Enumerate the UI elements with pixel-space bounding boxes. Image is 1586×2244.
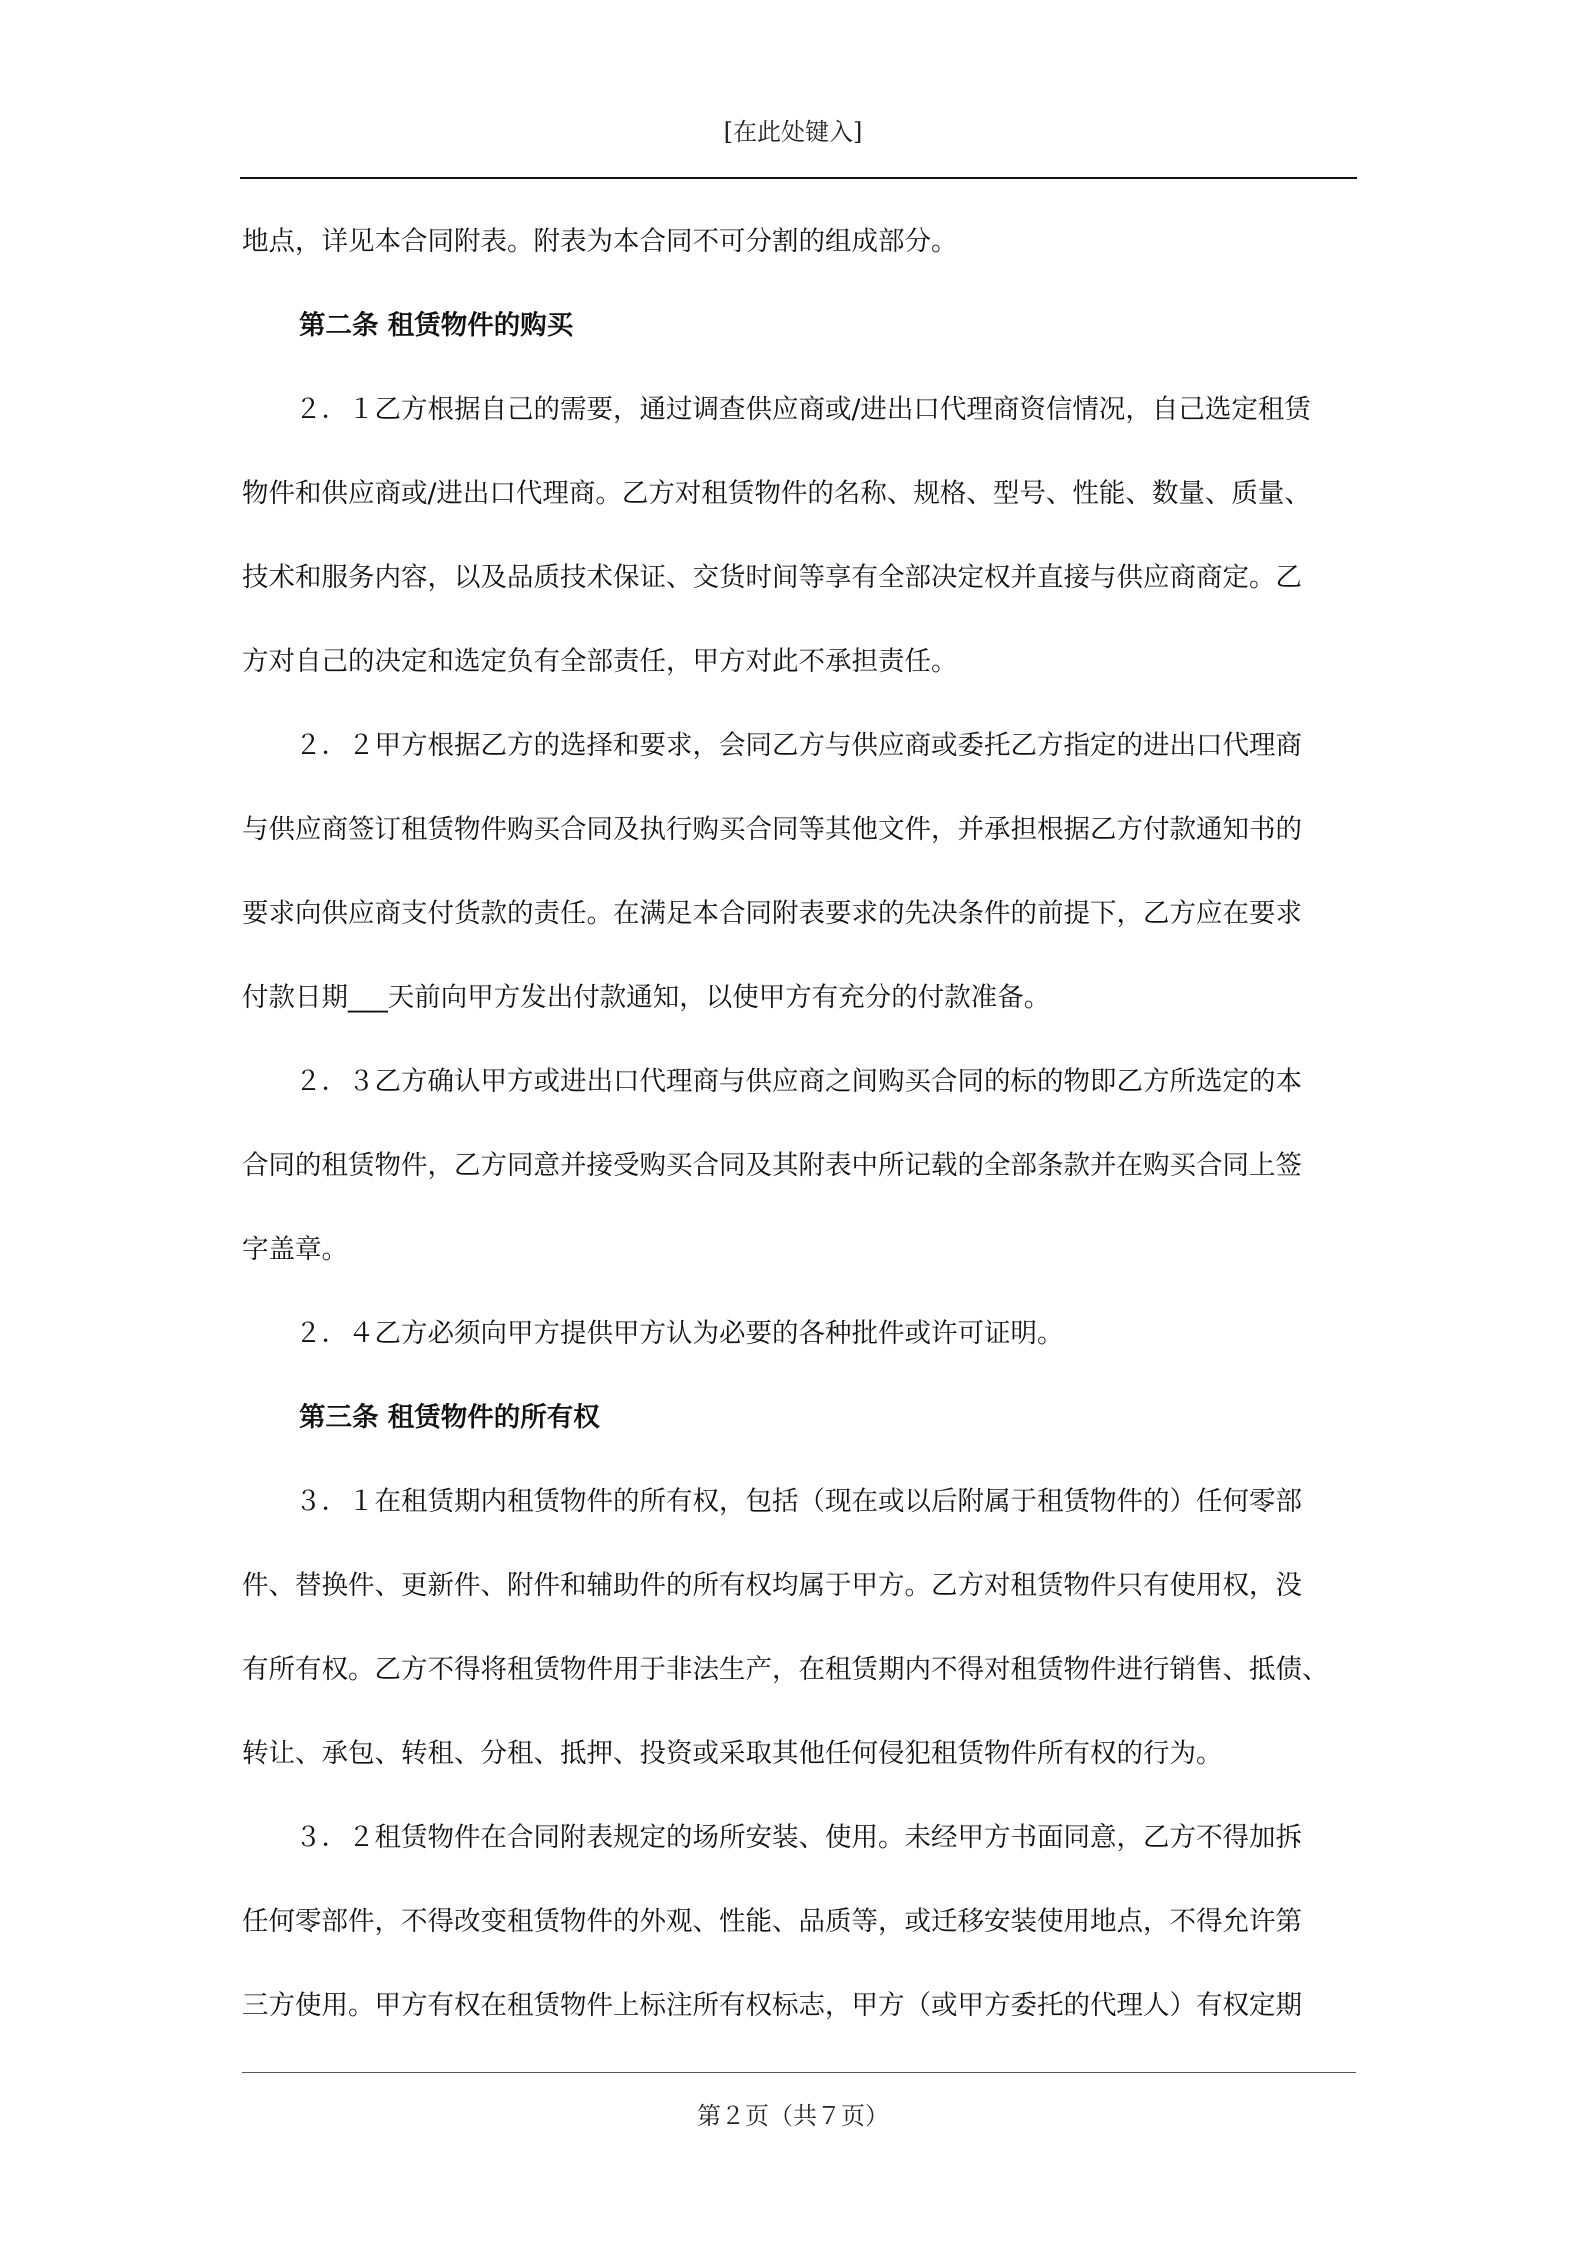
body-line: 要求向供应商支付货款的责任。在满足本合同附表要求的先决条件的前提下，乙方应在要求 xyxy=(242,898,1302,929)
body-line: 与供应商签订租赁物件购买合同及执行购买合同等其他文件，并承担根据乙方付款通知书的 xyxy=(242,814,1302,845)
body-line: 技术和服务内容，以及品质技术保证、交货时间等享有全部决定权并直接与供应商商定。乙 xyxy=(242,562,1302,593)
header-divider xyxy=(240,177,1357,179)
section-heading-article-3: 第三条 租赁物件的所有权 xyxy=(299,1402,600,1433)
body-line: 转让、承包、转租、分租、抵押、投资或采取其他任何侵犯租赁物件所有权的行为。 xyxy=(242,1738,1223,1769)
body-line: 付款日期___天前向甲方发出付款通知，以使甲方有充分的付款准备。 xyxy=(242,982,1051,1013)
body-line: ２．３乙方确认甲方或进出口代理商与供应商之间购买合同的标的物即乙方所选定的本 xyxy=(242,1066,1302,1097)
body-line: 三方使用。甲方有权在租赁物件上标注所有权标志，甲方（或甲方委托的代理人）有权定期 xyxy=(242,1990,1302,2021)
body-line: 物件和供应商或/进出口代理商。乙方对租赁物件的名称、规格、型号、性能、数量、质量、 xyxy=(242,478,1311,509)
body-line: ２．２甲方根据乙方的选择和要求，会同乙方与供应商或委托乙方指定的进出口代理商 xyxy=(242,730,1302,761)
footer-divider xyxy=(242,2072,1356,2073)
body-line: 方对自己的决定和选定负有全部责任，甲方对此不承担责任。 xyxy=(242,646,958,677)
body-line: ２．４乙方必须向甲方提供甲方认为必要的各种批件或许可证明。 xyxy=(242,1318,1064,1349)
body-line: ３．２租赁物件在合同附表规定的场所安装、使用。未经甲方书面同意，乙方不得加拆 xyxy=(242,1822,1302,1853)
body-line: 件、替换件、更新件、附件和辅助件的所有权均属于甲方。乙方对租赁物件只有使用权，没 xyxy=(242,1570,1302,1601)
page-number: 第２页（共７页） xyxy=(697,2102,889,2130)
body-line: 有所有权。乙方不得将租赁物件用于非法生产，在租赁期内不得对租赁物件进行销售、抵债、 xyxy=(242,1654,1329,1685)
body-line: 地点，详见本合同附表。附表为本合同不可分割的组成部分。 xyxy=(242,226,958,257)
body-line: 字盖章。 xyxy=(242,1234,348,1265)
body-line: ３．１在租赁期内租赁物件的所有权，包括（现在或以后附属于租赁物件的）任何零部 xyxy=(242,1486,1302,1517)
section-heading-article-2: 第二条 租赁物件的购买 xyxy=(299,310,574,341)
document-body xyxy=(242,200,1352,2048)
body-line: 任何零部件，不得改变租赁物件的外观、性能、品质等，或迁移安装使用地点，不得允许第 xyxy=(242,1906,1302,1937)
body-line: 合同的租赁物件，乙方同意并接受购买合同及其附表中所记载的全部条款并在购买合同上签 xyxy=(242,1150,1302,1181)
body-line: ２．１乙方根据自己的需要，通过调查供应商或/进出口代理商资信情况，自己选定租赁 xyxy=(242,394,1311,425)
page-header: [在此处键入] xyxy=(723,118,863,146)
